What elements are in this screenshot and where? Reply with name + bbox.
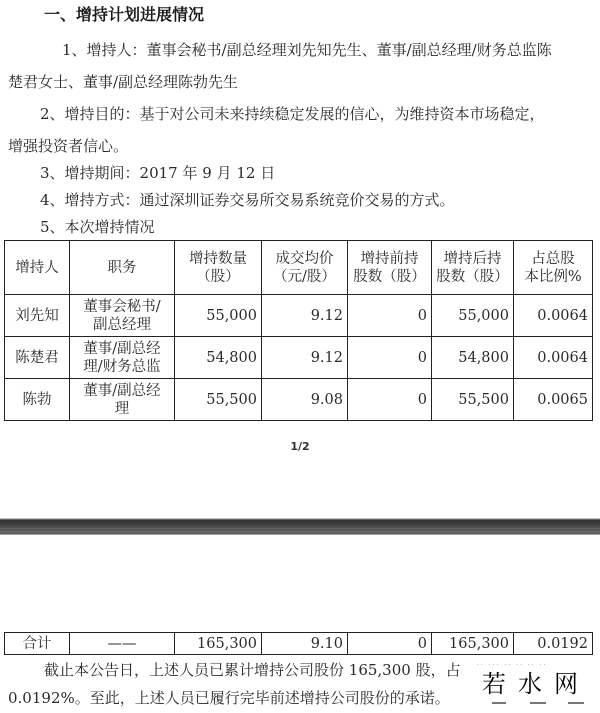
- cell-before: 0: [348, 295, 432, 337]
- section-heading: 一、增持计划进展情况: [44, 5, 205, 24]
- paragraph-5: 5、本次增持情况: [40, 218, 155, 236]
- header-cell-position: 职务: [70, 241, 175, 295]
- cell-title: 董事会秘书/ 副总经理: [70, 295, 175, 337]
- cell-after: 55,500: [432, 379, 514, 421]
- cell-avg-price: 9.08: [262, 379, 348, 421]
- header-cell-holder: 增持人: [5, 241, 70, 295]
- cell-before: 0: [348, 337, 432, 379]
- total-table: [4, 632, 593, 655]
- table-total-row: [5, 633, 593, 655]
- cell-avg-price: 9.10: [262, 633, 348, 655]
- cell-before: 0: [348, 379, 432, 421]
- paragraph-4: 4、增持方式：通过深圳证券交易所交易系统竞价交易的方式。: [40, 191, 455, 209]
- watermark-logo: [477, 662, 600, 713]
- header-cell-quantity: 增持数量 （股）: [175, 241, 262, 295]
- cell-name: 合计: [5, 633, 70, 655]
- watermark-underline: [492, 702, 506, 704]
- cell-qty: 165,300: [175, 633, 262, 655]
- header-cell-shares-before: 增持前持 股数（股）: [348, 241, 432, 295]
- header-cell-avg-price: 成交均价 （元/股）: [262, 241, 348, 295]
- cell-title: ——: [70, 633, 175, 655]
- cell-before: 0: [348, 633, 432, 655]
- cell-qty: 54,800: [175, 337, 262, 379]
- cell-after: 55,000: [432, 295, 514, 337]
- cell-name: 刘先知: [5, 295, 70, 337]
- table-header-row: [5, 241, 593, 295]
- cell-after: 54,800: [432, 337, 514, 379]
- watermark-underline: [530, 702, 546, 704]
- table-row: [5, 337, 593, 379]
- cell-after: 165,300: [432, 633, 514, 655]
- page-number: 1/2: [290, 440, 310, 453]
- cell-avg-price: 9.12: [262, 337, 348, 379]
- cell-ratio: 0.0064: [514, 295, 593, 337]
- watermark-text: 若水网: [482, 670, 590, 698]
- page-break-divider: [0, 518, 600, 535]
- closing-line-1: 截止本公告日，上述人员已累计增持公司股份 165,300 股，占: [44, 661, 461, 679]
- header-cell-ratio: 占总股 本比例%: [514, 241, 593, 295]
- paragraph-3: 3、增持期间：2017 年 9 月 12 日: [40, 164, 276, 182]
- cell-ratio: 0.0065: [514, 379, 593, 421]
- holdings-table: [4, 240, 593, 421]
- paragraph-2-line-1: 2、增持目的：基于对公司未来持续稳定发展的信心，为维持资本市场稳定，: [40, 105, 545, 123]
- header-cell-shares-after: 增持后持 股数（股）: [432, 241, 514, 295]
- cell-title: 董事/副总经 理: [70, 379, 175, 421]
- cell-qty: 55,500: [175, 379, 262, 421]
- paragraph-2-line-2: 增强投资者信心。: [8, 137, 129, 155]
- cell-avg-price: 9.12: [262, 295, 348, 337]
- cell-qty: 55,000: [175, 295, 262, 337]
- closing-line-2: 0.0192%。至此，上述人员已履行完毕前述增持公司股份的承诺。: [8, 689, 450, 707]
- watermark-underline: [568, 702, 584, 704]
- paragraph-1-line-1: 1、增持人：董事会秘书/副总经理刘先知先生、董事/副总经理/财务总监陈: [62, 41, 552, 59]
- cell-title: 董事/副总经 理/财务总监: [70, 337, 175, 379]
- paragraph-1-line-2: 楚君女士、董事/副总经理陈勃先生: [8, 73, 239, 91]
- cell-name: 陈楚君: [5, 337, 70, 379]
- cell-ratio: 0.0192: [514, 633, 593, 655]
- table-row: [5, 295, 593, 337]
- cell-name: 陈勃: [5, 379, 70, 421]
- table-row: [5, 379, 593, 421]
- watermark-dots: ·· ··· ·· ·· ·· ··: [477, 662, 548, 669]
- cell-ratio: 0.0064: [514, 337, 593, 379]
